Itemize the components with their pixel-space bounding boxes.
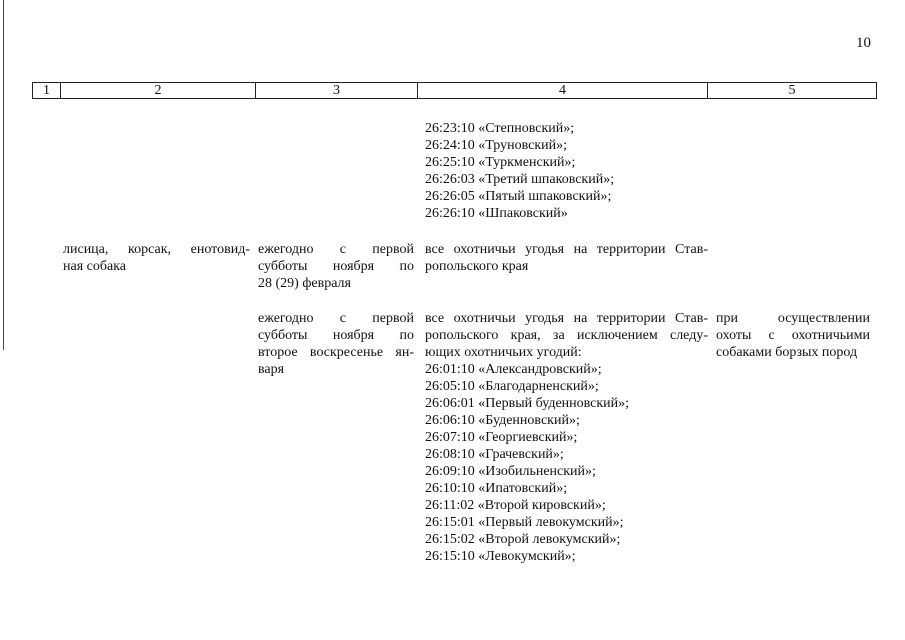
list-item: 26:15:10 «Левокумский»; [425, 549, 576, 564]
list-item: 26:06:01 «Первый буденновский»; [425, 396, 630, 411]
list-item: 26:05:10 «Благодарненский»; [425, 379, 599, 394]
list-item: 26:08:10 «Грачевский»; [425, 447, 564, 462]
period-line: субботы ноября по [258, 328, 414, 343]
row2-territory [425, 310, 708, 565]
list-item: 26:15:02 «Второй левокумский»; [425, 532, 621, 547]
period-line: 28 (29) февраля [258, 276, 351, 291]
list-item: 26:26:10 «Шпаковский» [425, 206, 568, 221]
header-col-1: 1 [33, 83, 61, 98]
list-item: 26:26:05 «Пятый шпаковский»; [425, 189, 612, 204]
header-col-3: 3 [256, 83, 418, 98]
note-line: собаками борзых пород [716, 345, 858, 360]
list-item: 26:09:10 «Изобильненский»; [425, 464, 596, 479]
territory-line: все охотничьи угодья на территории Став- [425, 242, 708, 257]
page-edge-line [3, 0, 4, 350]
header-col-4: 4 [418, 83, 708, 98]
table-header-row [32, 82, 877, 99]
row1-territory [425, 241, 708, 275]
header-col-5: 5 [788, 83, 796, 98]
header-col-2: 2 [61, 83, 256, 98]
list-item: 26:07:10 «Георгиевский»; [425, 430, 578, 445]
list-item: 26:10:10 «Ипатовский»; [425, 481, 568, 496]
list-item: 26:26:03 «Третий шпаковский»; [425, 172, 615, 187]
period-line: ежегодно с первой [258, 311, 414, 326]
territory-line: ропольского края [425, 259, 529, 274]
territory-line: ропольского края, за исключением следу- [425, 328, 708, 343]
period-line: варя [258, 362, 285, 377]
period-line: ежегодно с первой [258, 242, 414, 257]
note-line: охоты с охотничьими [716, 328, 870, 343]
list-item: 26:01:10 «Александровский»; [425, 362, 602, 377]
species-line: ная собака [63, 259, 126, 274]
territory-line: все охотничьи угодья на территории Став- [425, 311, 708, 326]
species-line: лисица, корсак, енотовид- [63, 242, 250, 257]
period-line: субботы ноября по [258, 259, 414, 274]
page-number: 10 [856, 35, 871, 51]
list-item: 26:15:01 «Первый левокумский»; [425, 515, 624, 530]
row1-period [258, 241, 414, 292]
list-item: 26:25:10 «Туркменский»; [425, 155, 576, 170]
note-line: при осуществлении [716, 311, 870, 326]
row2-note [716, 310, 870, 361]
period-line: второе воскресенье ян- [258, 345, 414, 360]
territory-line: ющих охотничьих угодий: [425, 345, 582, 360]
row2-period [258, 310, 414, 378]
list-item: 26:11:02 «Второй кировский»; [425, 498, 606, 513]
row1-species [63, 241, 250, 275]
list-item: 26:06:10 «Буденновский»; [425, 413, 580, 428]
list-item: 26:23:10 «Степновский»; [425, 121, 575, 136]
list-item: 26:24:10 «Труновский»; [425, 138, 568, 153]
territory-list-continued [425, 120, 708, 222]
